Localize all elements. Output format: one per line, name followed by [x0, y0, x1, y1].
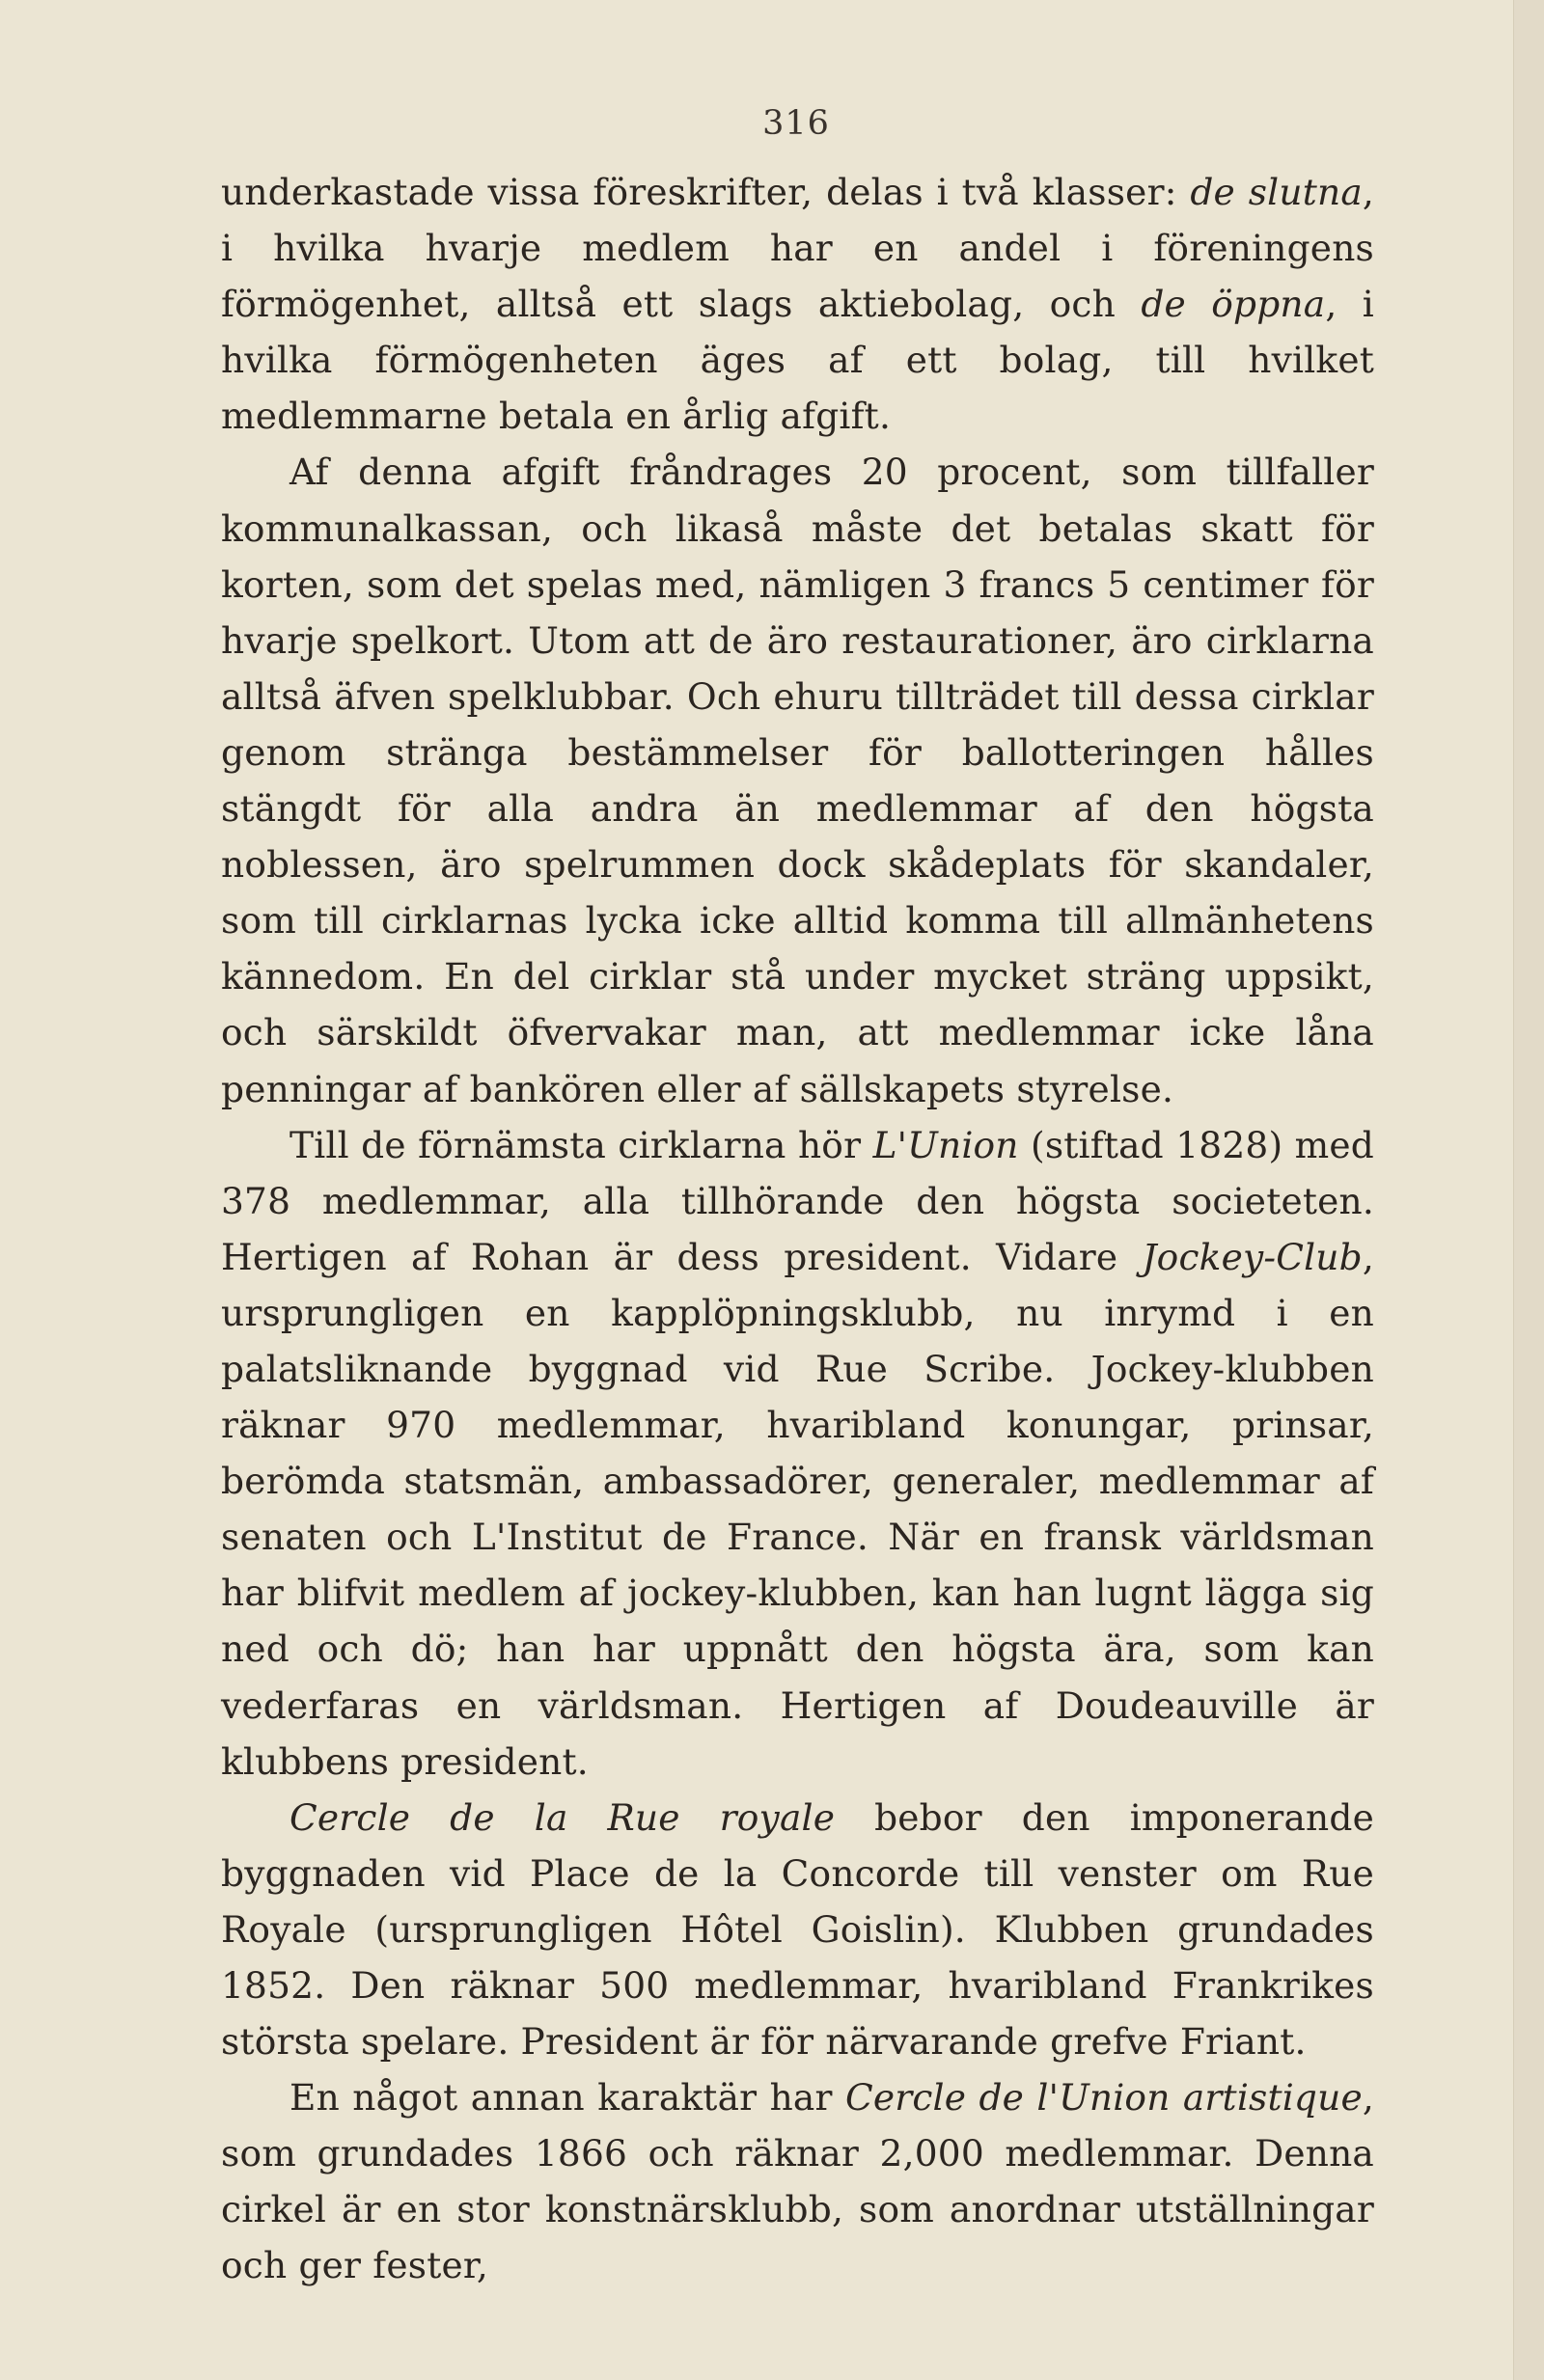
italic-term-lunion: L'Union [872, 1123, 1019, 1166]
text-segment: En något annan karaktär har [290, 2076, 845, 2120]
italic-term-jockey-club: Jockey-Club [1142, 1235, 1363, 1278]
text-segment: , i hvilka hvarje medlem har en andel i föreningens förmögenhet, alltså ett slags aktiebolag, och [221, 171, 1375, 326]
paragraph-2 [221, 444, 1374, 1116]
text-segment: underkastade vissa föreskrifter, delas i två klasser: [221, 171, 1191, 213]
body-text [221, 164, 1374, 2294]
text-segment: Af denna afgift fråndrages 20 procent, som tillfaller kommunalkassan, och likaså måste det betalas skatt för korten, som det spelas med, nämligen 3 francs 5 centimer för hvarje spelkort. Utom att de äro restaurationer, äro cirklarna alltså äfven spelklubbar. Och ehuru tillträdet till dessa cirklar genom stränga bestämmelser för ballotteringen hålles stängdt för alla andra än medlemmar af den högsta noblessen, äro spelrummen dock skådeplats för skandaler, som till cirklarnas lycka icke alltid komma till allmänhetens kännedom. En del cirklar stå under mycket sträng uppsikt, och särskildt öfvervakar man, att medlemmar icke låna penningar af bankören eller af sällskapets styrelse. [221, 451, 1374, 1110]
text-segment: (stiftad 1828) med 378 medlemmar, alla tillhörande den högsta societeten. Hertigen af Rohan är dess president. Vidare [221, 1123, 1374, 1278]
text-segment: Till de förnämsta cirklarna hör [290, 1123, 873, 1166]
italic-term-de-oppna: de öppna [1141, 283, 1326, 326]
paragraph-5 [221, 2069, 1374, 2293]
text-segment: bebor den imponerande byggnaden vid Place de la Concorde till venster om Rue Royale (ursprungligen Hôtel Goislin). Klubben grundades 1852. Den räknar 500 medlemmar, hvaribland Frankrikes största spelare. President är för närvarande grefve Friant. [221, 1795, 1375, 2064]
page-number: 316 [762, 104, 830, 143]
text-segment: , ursprungligen en kapplöpningsklubb, nu inrymd i en palatsliknande byggnad vid Rue Scribe. Jockey-klubben räknar 970 medlemmar, hvaribland konungar, prinsar, berömda statsmän, ambassadörer, generaler, medlemmar af senaten och L'Institut de France. När en fransk världsman har blifvit medlem af jockey-klubben, kan han lugnt lägga sig ned och dö; han har uppnått den högsta ära, som kan vederfaras en världsman. Hertigen af Doudeauville är klubbens president. [221, 1235, 1374, 1783]
text-segment: , i hvilka förmögenheten äges af ett bolag, till hvilket medlemmarne betala en årlig afgift. [221, 283, 1374, 438]
italic-term-union-artistique: Cercle de l'Union artistique [844, 2076, 1363, 2120]
paragraph-4 [221, 1790, 1374, 2069]
page-edge [1513, 0, 1544, 2380]
paragraph-1 [221, 164, 1374, 444]
text-segment: , som grundades 1866 och räknar 2,000 medlemmar. Denna cirkel är en stor konstnärsklubb, som anordnar utställningar och ger fester, [221, 2076, 1374, 2287]
paragraph-3 [221, 1117, 1374, 1790]
italic-term-cercle-rue-royale: Cercle de la Rue royale [290, 1795, 836, 1839]
italic-term-de-slutna: de slutna [1190, 171, 1363, 213]
